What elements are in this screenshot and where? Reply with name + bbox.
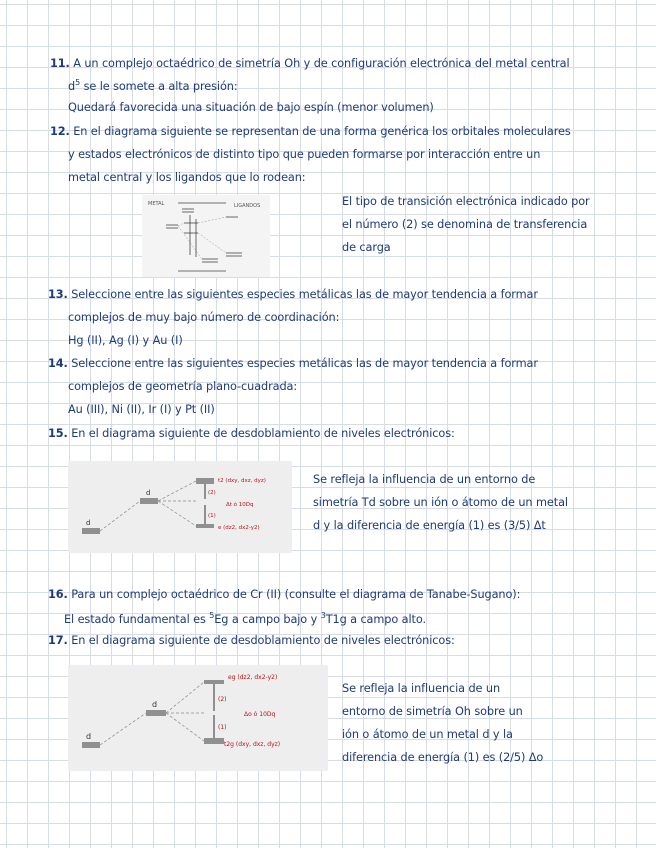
q17-answer1: Se refleja la influencia de un — [342, 682, 501, 695]
q11-line1 — [50, 57, 569, 70]
q12-text1: En el diagrama siguiente se representan de una forma genérica los orbitales moleculares — [73, 125, 571, 138]
q15-fig-d-left: d — [86, 519, 91, 527]
q15-number: 15. — [48, 427, 68, 440]
q17-fig-m1: (1) — [218, 724, 227, 731]
q11-text2: se le somete a alta presión: — [80, 79, 238, 93]
q15-fig-d-mid: d — [146, 489, 151, 497]
q13-number: 13. — [48, 288, 68, 301]
q17-answer2: entorno de simetría Oh sobre un — [342, 705, 523, 718]
q13-line1 — [48, 288, 538, 301]
q12-answer1: El tipo de transición electrónica indicado por — [342, 195, 590, 208]
q17-fig-eg: eg (dz2, dx2-y2) — [228, 674, 278, 681]
q11-answer: Quedará favorecida una situación de bajo espín (menor volumen) — [68, 101, 434, 114]
q11-line2 — [68, 78, 238, 93]
q17-fig-d-left: d — [86, 732, 92, 741]
q13-answer: Hg (II), Ag (I) y Au (I) — [68, 334, 183, 347]
q13-line2: complejos de muy bajo número de coordinación: — [68, 311, 340, 324]
q12-answer2: el número (2) se denomina de transferencia — [342, 218, 588, 231]
q15-fig-t2: t2 (dxy, dxz, dyz) — [218, 478, 266, 484]
q17-line1 — [48, 634, 455, 647]
q16-ans-pre: El estado fundamental es — [64, 612, 210, 626]
q16-line1 — [48, 588, 520, 601]
q11-d: d — [68, 79, 76, 93]
q12-line2: y estados electrónicos de distinto tipo que pueden formarse por interacción entre un — [68, 148, 541, 161]
q17-fig-m2: (2) — [218, 696, 227, 703]
q17-number: 17. — [48, 634, 68, 647]
q15-answer1: Se refleja la influencia de un entorno de — [313, 473, 536, 486]
q16-number: 16. — [48, 588, 68, 601]
q14-text1: Seleccione entre las siguientes especies metálicas las de mayor tendencia a formar — [71, 357, 538, 370]
q15-fig-m1: (1) — [208, 513, 216, 519]
q15-fig-m2: (2) — [208, 490, 216, 496]
q12-mo-diagram — [142, 195, 270, 277]
q15-answer3: d y la diferencia de energía (1) es (3/5) Δt — [313, 519, 546, 532]
q12-fig-metal: METAL — [148, 201, 165, 207]
q16-sup2: 3 — [320, 611, 326, 620]
q17-fig-t2g: t2g (dxy, dxz, dyz) — [224, 741, 281, 748]
q16-text1: Para un complejo octaédrico de Cr (II) (consulte el diagrama de Tanabe-Sugano): — [71, 588, 521, 601]
q17-fig-d-mid: d — [152, 700, 158, 709]
q14-line2: complejos de geometría plano-cuadrada: — [68, 380, 298, 393]
q11-d-sup: 5 — [75, 78, 81, 87]
q16-answer — [64, 611, 426, 626]
q16-ans-post: T1g a campo alto. — [325, 612, 426, 626]
q14-answer: Au (III), Ni (II), Ir (I) y Pt (II) — [68, 403, 215, 416]
q16-sup1: 5 — [209, 611, 215, 620]
q11-text1: A un complejo octaédrico de simetría Oh y de configuración electrónica del metal central — [73, 57, 570, 70]
q15-line1 — [48, 427, 455, 440]
q17-answer3: ión o átomo de un metal d y la — [342, 728, 513, 741]
q12-number: 12. — [50, 125, 70, 138]
q15-answer2: simetría Td sobre un ión o átomo de un metal — [313, 496, 568, 509]
q15-text1: En el diagrama siguiente de desdoblamiento de niveles electrónicos: — [71, 427, 455, 440]
q13-text1: Seleccione entre las siguientes especies metálicas las de mayor tendencia a formar — [71, 288, 538, 301]
q14-line1 — [48, 357, 538, 370]
q17-text1: En el diagrama siguiente de desdoblamiento de niveles electrónicos: — [71, 634, 455, 647]
q15-fig-e: e (dz2, dx2-y2) — [218, 525, 260, 531]
q14-number: 14. — [48, 357, 68, 370]
q15-td-splitting-diagram — [68, 461, 292, 553]
q12-answer3: de carga — [342, 241, 391, 254]
q12-line1 — [50, 125, 571, 138]
q12-fig-ligands: LIGANDOS — [234, 203, 261, 209]
q17-oh-splitting-diagram — [68, 665, 328, 771]
q12-line3: metal central y los ligandos que lo rodean: — [68, 171, 306, 184]
q17-fig-delta: Δo ó 10Dq — [244, 711, 276, 718]
q16-ans-mid: Eg a campo bajo y — [214, 612, 321, 626]
q11-number: 11. — [50, 57, 70, 70]
q15-fig-delta: Δt ó 10Dq — [226, 502, 254, 508]
q17-answer4: diferencia de energía (1) es (2/5) Δo — [342, 751, 544, 764]
